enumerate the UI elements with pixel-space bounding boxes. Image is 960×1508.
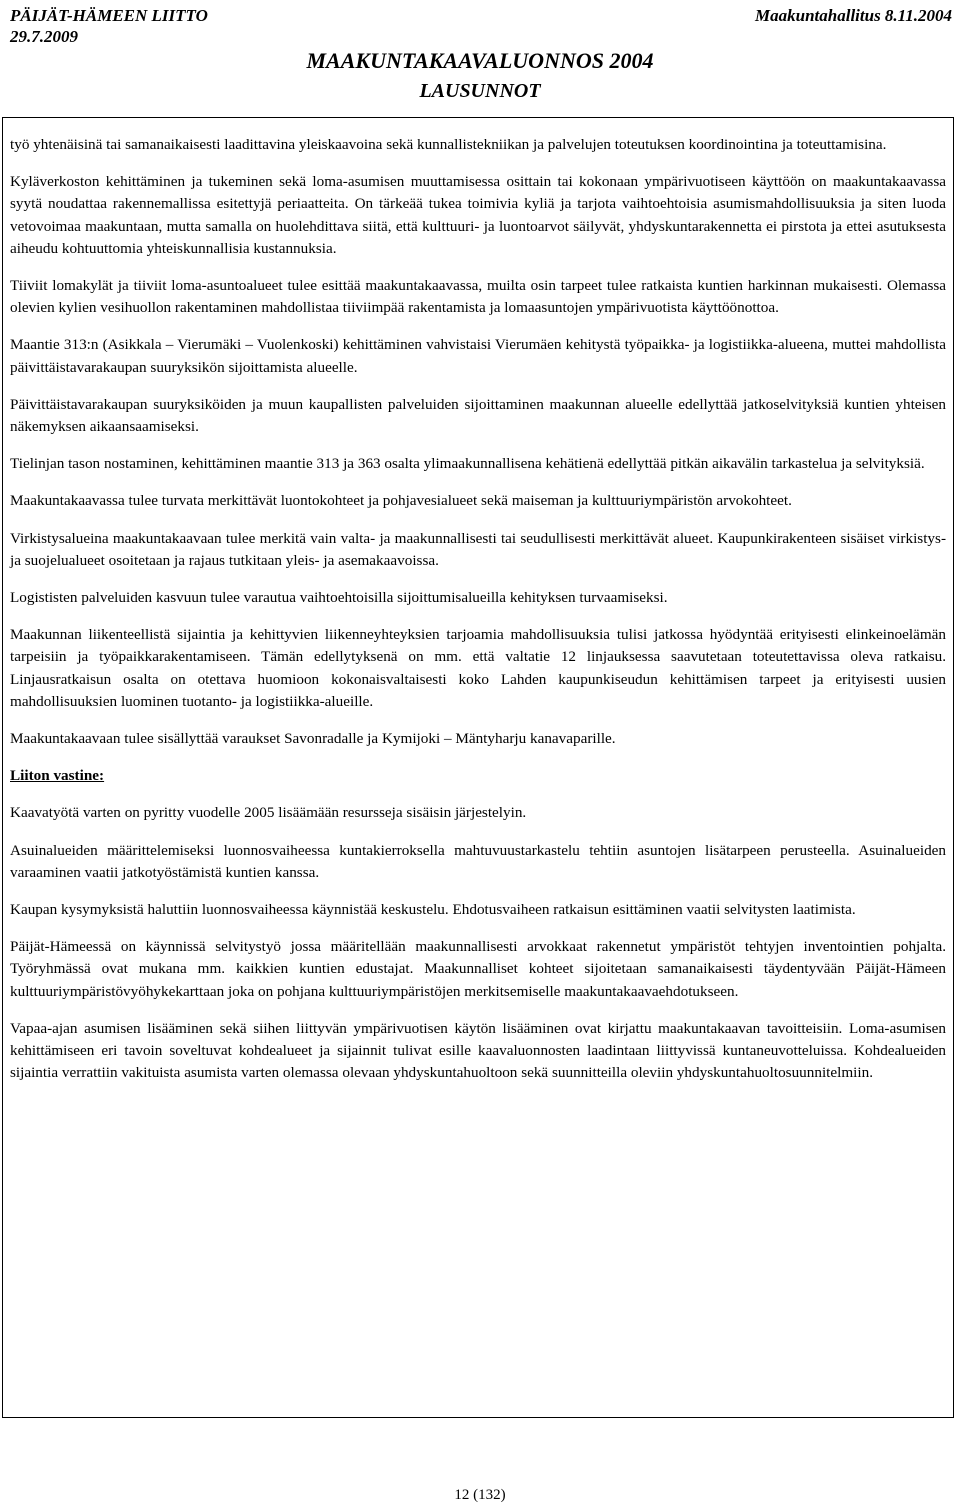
body-paragraph: Päivittäistavarakaupan suuryksiköiden ja muun kaupallisten palveluiden sijoittaminen maakunnan alueelle edellyttää jatkoselvityksiä kuntien yhteisen näkemyksen aikaansaamiseksi. bbox=[10, 395, 946, 436]
vastine-heading: Liiton vastine: bbox=[10, 767, 105, 785]
body-paragraph: Kyläverkoston kehittäminen ja tukeminen sekä loma-asumisen muuttamisessa osittain tai kokonaan ympärivuotiseen käyttöön on maakuntakaavassa syytä noudattaa rakennemallissa esitettyjä periaatteita. On tärkeää tukea toimivia kyliä ja tarjota vaihtoehtoisia asumismahdollisuuksia ja siten luoda vetovoimaa maakuntaan, mutta samalla on huolehdittava siitä, että kulttuuri- ja luontoarvot säilyvät, yhdyskuntarakennetta ei pirstota ja ettei asutuksesta aiheudu kohtuuttomia yhteiskunnallisia kustannuksia. bbox=[10, 173, 946, 257]
document-body bbox=[10, 134, 946, 1100]
vastine-paragraph: Kaupan kysymyksistä haluttiin luonnosvaiheessa käynnistää keskustelu. Ehdotusvaiheen ratkaisun esittäminen vaatii selvitysten laatimista. bbox=[10, 901, 856, 919]
page-header-left bbox=[10, 5, 208, 47]
meeting-label: Maakuntahallitus 8.11.2004 bbox=[755, 6, 952, 25]
vastine-paragraph: Vapaa-ajan asumisen lisääminen sekä siihen liittyvän ympärivuotisen käytön lisääminen ovat kirjattu maakuntakaavan tavoitteisiin. Loma-asumisen kehittämiseen eri tavoin soveltuvat kohdealueet ja sijainnit tulivat esille kaavaluonnosten laadintaan liittyvissä kuntaneuvotteluissa. Kohdealueiden sijaintia verrattiin vakituista asumista varten olemassa olevaan yhdyskuntahuoltoon sekä suunnitteilla oleviin yhdyskuntahuoltosuunnitelmiin. bbox=[10, 1019, 946, 1082]
body-paragraph: Maantie 313:n (Asikkala – Vierumäki – Vuolenkoski) kehittäminen vahvistaisi Vierumäen kehitystä työpaikka- ja logistiikka-alueena, muttei mahdollista päivittäistavarakaupan suuryksikön sijoittamista alueelle. bbox=[10, 336, 946, 376]
body-paragraph: Virkistysalueina maakuntakaavaan tulee merkitä vain valta- ja maakunnallisesti tai seudullisesti merkittävät alueet. Kaupunkirakenteen sisäiset virkistys- ja suojelualueet osoitetaan ja rajaus tutkitaan yleis- ja asemakaavoissa. bbox=[10, 529, 946, 569]
document-date: 29.7.2009 bbox=[10, 27, 78, 46]
body-paragraph: Maakuntakaavaan tulee sisällyttää varaukset Savonradalle ja Kymijoki – Mäntyharju kanavaparille. bbox=[10, 730, 616, 748]
page-number: 12 (132) bbox=[454, 1487, 506, 1503]
document-subtitle: LAUSUNNOT bbox=[419, 80, 541, 102]
vastine-paragraph: Asuinalueiden määrittelemiseksi luonnosvaiheessa kuntakierroksella mahtuvuustarkastelu tehtiin asuntojen lisätarpeen perusteella. Asuinalueiden varaaminen vaatii jatkotyöstämistä kuntien kanssa. bbox=[10, 841, 946, 881]
body-paragraph: Maakuntakaavassa tulee turvata merkittävät luontokohteet ja pohjavesialueet sekä maiseman ja kulttuuriympäristön arvokohteet. bbox=[10, 492, 792, 510]
body-paragraph: työ yhtenäisinä tai samanaikaisesti laadittavina yleiskaavoina sekä kunnallistekniikan ja palvelujen toteutuksen koordinointina ja toteuttamisina. bbox=[10, 136, 887, 153]
body-paragraph: Maakunnan liikenteellistä sijaintia ja kehittyvien liikenneyhteyksien tarjoamia mahdollisuuksia tulisi jatkossa hyödyntää erityisesti elinkeinoelämän tarpeisiin ja työpaikkarakentamiseen. Tämän edellytyksenä on mm. että valtatie 12 linjauksessa saavutetaan toteutettavissa oleva ratkaisu. Linjausratkaisun osalta on otettava huomioon kokonaisvaltaisesti koko Lahden kaupunkiseudun kehittämisen tarpeet ja erityisesti uusien mahdollisuuksien luominen tuotanto- ja logistiikka-alueille. bbox=[10, 626, 946, 710]
vastine-paragraph: Kaavatyötä varten on pyritty vuodelle 2005 lisäämään resursseja sisäisin järjestelyin. bbox=[10, 804, 527, 822]
organization-name: PÄIJÄT-HÄMEEN LIITTO bbox=[10, 6, 208, 25]
document-title: MAAKUNTAKAAVALUONNOS 2004 bbox=[306, 48, 654, 73]
body-paragraph: Logististen palveluiden kasvuun tulee varautua vaihtoehtoisilla sijoittumisalueilla kehityksen turvaamiseksi. bbox=[10, 589, 668, 607]
vastine-paragraph: Päijät-Hämeessä on käynnissä selvitystyö jossa määritellään maakunnallisesti arvokkaat rakennetut ympäristöt tehtyjen inventointien pohjalta. Työryhmässä ovat mukana mm. kaikkien kuntien edustajat. Maakunnalliset kohteet sijoitetaan samanaikaisesti täydentyvään Päijät-Hämeen kulttuuriympäristövyöhykekarttaan joka on pohjana kulttuuriympäristöjen merkitsemiselle maakuntakaavaehdotukseen. bbox=[10, 938, 946, 1000]
body-paragraph: Tiiviit lomakylät ja tiiviit loma-asuntoalueet tulee esittää maakuntakaavassa, muilta osin tarpeet tulee ratkaista kuntien harkinnan mukaisesti. Olemassa olevien kylien vesihuollon rakentaminen mahdollistaa tiiviimpää rakentamista ja lomaasuntojen ympärivuotista käyttöönottoa. bbox=[10, 277, 946, 317]
body-paragraph: Tielinjan tason nostaminen, kehittäminen maantie 313 ja 363 osalta ylimaakunnallisena kehätienä edellyttää pitkän aikavälin tarkastelua ja selvityksiä. bbox=[10, 455, 925, 473]
